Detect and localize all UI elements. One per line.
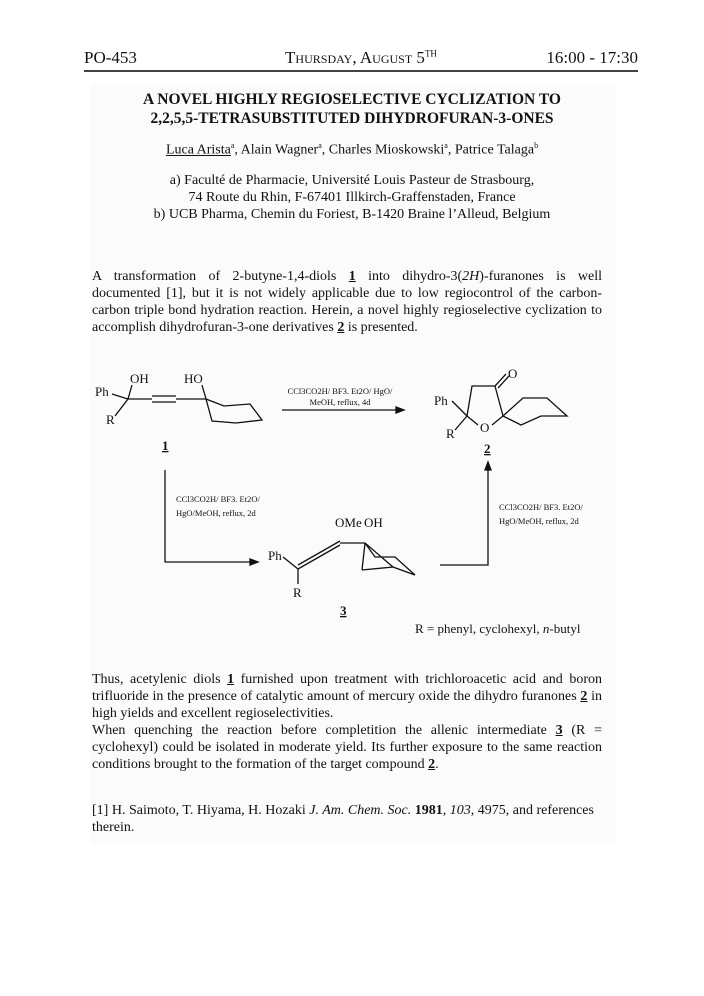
reference-authors: H. Saimoto, T. Hiyama, H. Hozaki — [108, 803, 310, 818]
compound-2-structure — [452, 374, 567, 430]
conditions-top-line-1: CCl3CO2H/ BF3. Et2O/ HgO/ — [287, 386, 393, 396]
text: When quenching the reaction before completition the allenic intermediate — [92, 723, 556, 738]
atom-ph: Ph — [95, 384, 109, 399]
author: Alain Wagner — [240, 142, 319, 158]
conditions-right-line-1: CCl3CO2H/ BF3. Et2O/ — [499, 502, 583, 512]
affiliation-b: b) UCB Pharma, Chemin du Foriest, B-1420 Braine l’Alleud, Belgium — [153, 207, 551, 222]
author-affil-mark: a — [444, 141, 448, 150]
r-group-definition — [415, 621, 581, 636]
session-time: 16:00 - 17:30 — [546, 48, 638, 67]
session-day: Thursday, August 5 — [285, 48, 425, 67]
reaction-arrow-right — [440, 470, 488, 565]
atom-ho: HO — [184, 371, 203, 386]
text: A transformation of 2-butyne-1,4-diols — [92, 269, 349, 284]
text-italic: 2H — [462, 269, 480, 284]
results-paragraph-1 — [92, 671, 602, 722]
poster-id: PO-453 — [84, 48, 137, 67]
r-def-text: R = phenyl, cyclohexyl, — [415, 621, 543, 636]
title-line-2: 2,2,5,5-TETRASUBSTITUTED DIHYDROFURAN-3-ONES — [150, 110, 554, 127]
author-list: Luca Arista$^a$, Alain Wagner$^a$, Charles Mioskowski$^a$, Patrice Talaga$^b$ — [165, 141, 539, 158]
text: in high yields and excellent regioselectivities. — [92, 689, 602, 721]
compound-ref: 3 — [555, 723, 563, 738]
compound-1-structure — [112, 385, 262, 423]
text: )-furanones is well documented [1], but it is not widely applicable due to low regiocontrol of the carbon-carbon triple bond hydration reaction. Herein, a novel highly regioselective cyclization to accomplish dihydrofuran-3-one derivatives — [92, 269, 602, 335]
atom-r: R — [446, 426, 455, 441]
reference-pages: , 4975, and references therein. — [92, 803, 594, 835]
atom-ome: OMe — [335, 515, 362, 530]
reference-number: [1] — [92, 803, 109, 818]
affiliation-a-line-1: a) Faculté de Pharmacie, Université Louis Pasteur de Strasbourg, — [169, 173, 535, 188]
compound-1-label: 1 — [162, 438, 169, 453]
author: Patrice Talaga — [454, 142, 535, 158]
author-affil-mark: a — [318, 141, 322, 150]
atom-ph: Ph — [268, 548, 282, 563]
conditions-left-line-2: HgO/MeOH, reflux, 2d — [176, 508, 256, 518]
reference-1: [1] H. Saimoto, T. Hiyama, H. Hozaki J. Am. Chem. Soc. 1981, 103, 4975, and references therein. — [92, 803, 594, 835]
reference-journal: J. Am. Chem. Soc. — [309, 803, 412, 818]
author: Charles Mioskowski — [328, 142, 445, 158]
atom-carbonyl-o: O — [508, 366, 518, 381]
atom-oh: OH — [364, 515, 383, 530]
compound-3-label: 3 — [340, 603, 347, 618]
text: (R = cyclohexyl) could be isolated in moderate yield. Its further exposure to the same reaction conditions brought to the formation of the target compound — [92, 723, 602, 772]
text: Thus, acetylenic diols — [92, 672, 228, 687]
compound-ref: 1 — [348, 269, 356, 284]
results-paragraph-2 — [92, 722, 602, 773]
conditions-left-line-1: CCl3CO2H/ BF3. Et2O/ — [176, 494, 260, 504]
text: is presented. — [344, 320, 418, 335]
text: . — [435, 757, 439, 772]
compound-ref: 1 — [227, 672, 235, 687]
affiliation-a-line-2: 74 Route du Rhin, F-67401 Illkirch-Graffenstaden, France — [188, 190, 516, 205]
atom-oh: OH — [130, 371, 149, 386]
compound-ref: 2 — [428, 757, 436, 772]
atom-r: R — [106, 412, 115, 427]
compound-3-structure — [283, 541, 415, 584]
atom-r: R — [293, 585, 302, 600]
text: furnished upon treatment with trichloroacetic acid and boron trifluoride in the presence of catalytic amount of mercury oxide the dihydro furanones — [92, 672, 603, 704]
atom-ph: Ph — [434, 393, 448, 408]
conditions-top-line-2: MeOH, reflux, 4d — [309, 397, 371, 407]
author-affil-mark: a — [230, 141, 235, 150]
text: into dihydro-3( — [355, 269, 463, 284]
day-suffix: TH — [424, 48, 437, 59]
author-presenting: Luca Arista — [165, 142, 231, 158]
title-line-1: A NOVEL HIGHLY REGIOSELECTIVE CYCLIZATION TO — [143, 91, 561, 108]
reference-year: 1981 — [414, 803, 443, 818]
compound-2-label: 2 — [484, 441, 491, 456]
compound-ref: 2 — [580, 689, 588, 704]
compound-ref: 2 — [337, 320, 345, 335]
r-def-end: -butyl — [549, 621, 581, 636]
r-def-italic: n — [542, 621, 550, 636]
reference-volume: 103 — [449, 803, 471, 818]
conditions-right-line-2: HgO/MeOH, reflux, 2d — [499, 516, 579, 526]
author-affil-mark: b — [534, 141, 539, 150]
atom-ring-o: O — [480, 420, 490, 435]
